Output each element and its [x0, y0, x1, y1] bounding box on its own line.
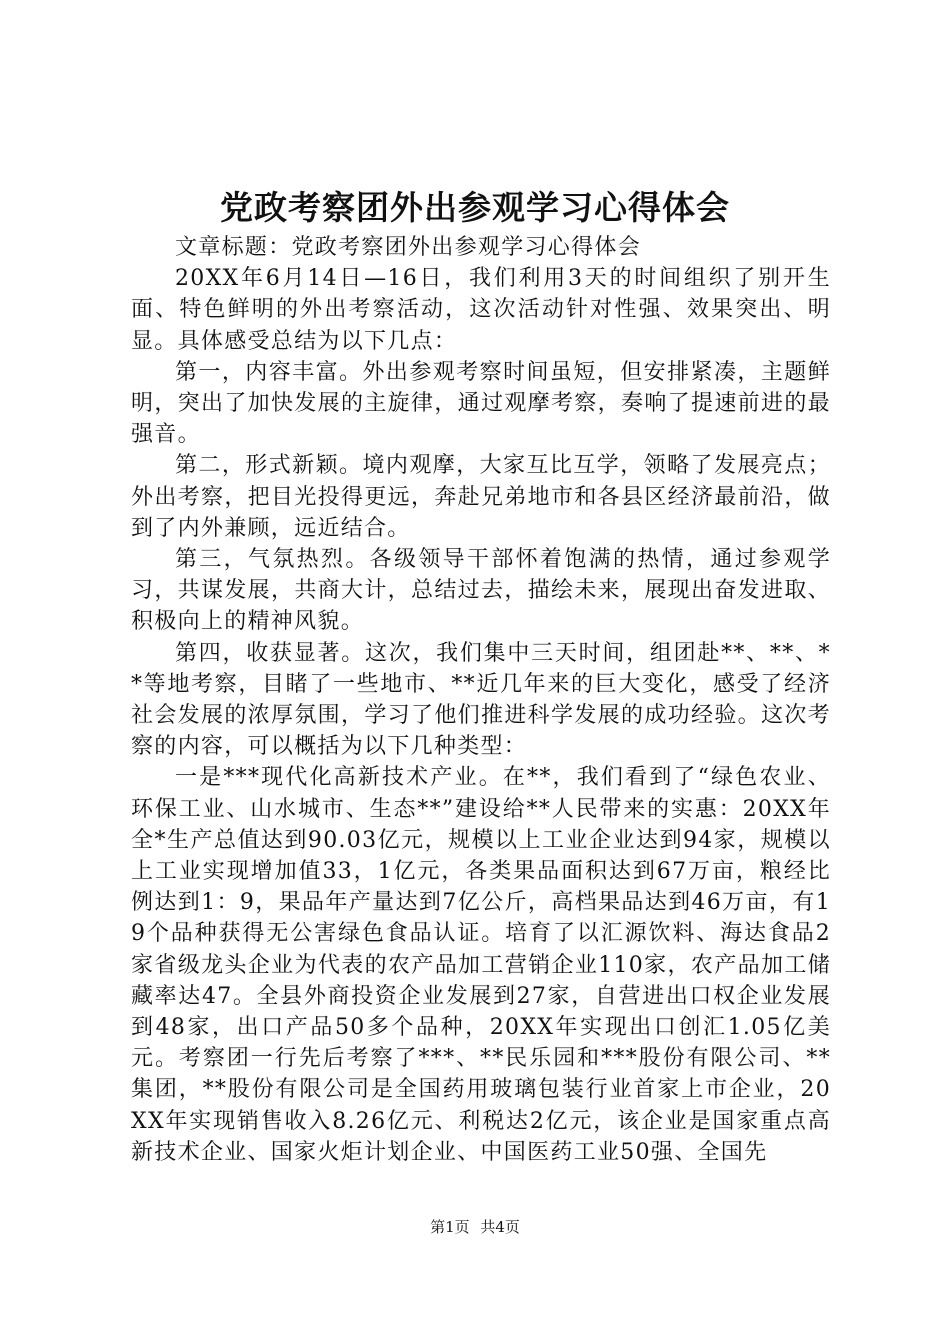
paragraph-point-2: 第二，形式新颖。境内观摩，大家互比互学，领略了发展亮点；外出考察，把目光投得更远，奔赴兄弟地市和各县区经济最前沿，做到了内外兼顾，远近结合。: [131, 453, 831, 541]
paragraph-point-4: 第四，收获显著。这次，我们集中三天时间，组团赴**、**、**等地考察，目睹了一些地市、**近几年来的巨大变化，感受了经济社会发展的浓厚氛围，学习了他们推进科学发展的成功经验。这次考察的内容，可以概括为以下几种类型：: [131, 640, 831, 760]
paragraph-type-1: 一是***现代化高新技术产业。在**，我们看到了“绿色农业、环保工业、山水城市、生态**”建设给**人民带来的实惠：20XX年全*生产总值达到90.03亿元，规模以上工业企业达到94家，规模以上工业实现增加值33，1亿元，各类果品面积达到67万亩，粮经比例达到1：9，果品年产量达到7亿公斤，高档果品达到46万亩，有19个品种获得无公害绿色食品认证。培育了以汇源饮料、海达食品2家省级龙头企业为代表的农产品加工营销企业110家，农产品加工储藏率达47。全县外商投资企业发展到27家，自营进出口权企业发展到48家，出口产品50多个品种，20XX年实现出口创汇1.05亿美元。考察团一行先后考察了***、**民乐园和***股份有限公司、**集团，**股份有限公司是全国药用玻璃包装行业首家上市企业，20XX年实现销售收入8.26亿元、利税达2亿元，该企业是国家重点高新技术企业、国家火炬计划企业、中国医药工业50强、全国先: [131, 765, 831, 1165]
document-body: [131, 232, 831, 1168]
document-title: 党政考察团外出参观学习心得体会: [220, 188, 730, 227]
page-footer: [0, 1216, 950, 1238]
paragraph-point-3: 第三，气氛热烈。各级领导干部怀着饱满的热情，通过参观学习，共谋发展，共商大计，总结过去，描绘未来，展现出奋发进取、积极向上的精神风貌。: [131, 547, 831, 635]
page-total: 共4页: [480, 1218, 520, 1236]
paragraph-intro: 20XX年6月14日—16日，我们利用3天的时间组织了别开生面、特色鲜明的外出考察活动，这次活动针对性强、效果突出、明显。具体感受总结为以下几点：: [131, 266, 831, 354]
paragraph-article-title: 文章标题：党政考察团外出参观学习心得体会: [175, 235, 642, 260]
paragraph-point-1: 第一，内容丰富。外出参观考察时间虽短，但安排紧凑，主题鲜明，突出了加快发展的主旋律，通过观摩考察，奏响了提速前进的最强音。: [131, 359, 831, 448]
page-number: 第1页: [430, 1218, 470, 1236]
